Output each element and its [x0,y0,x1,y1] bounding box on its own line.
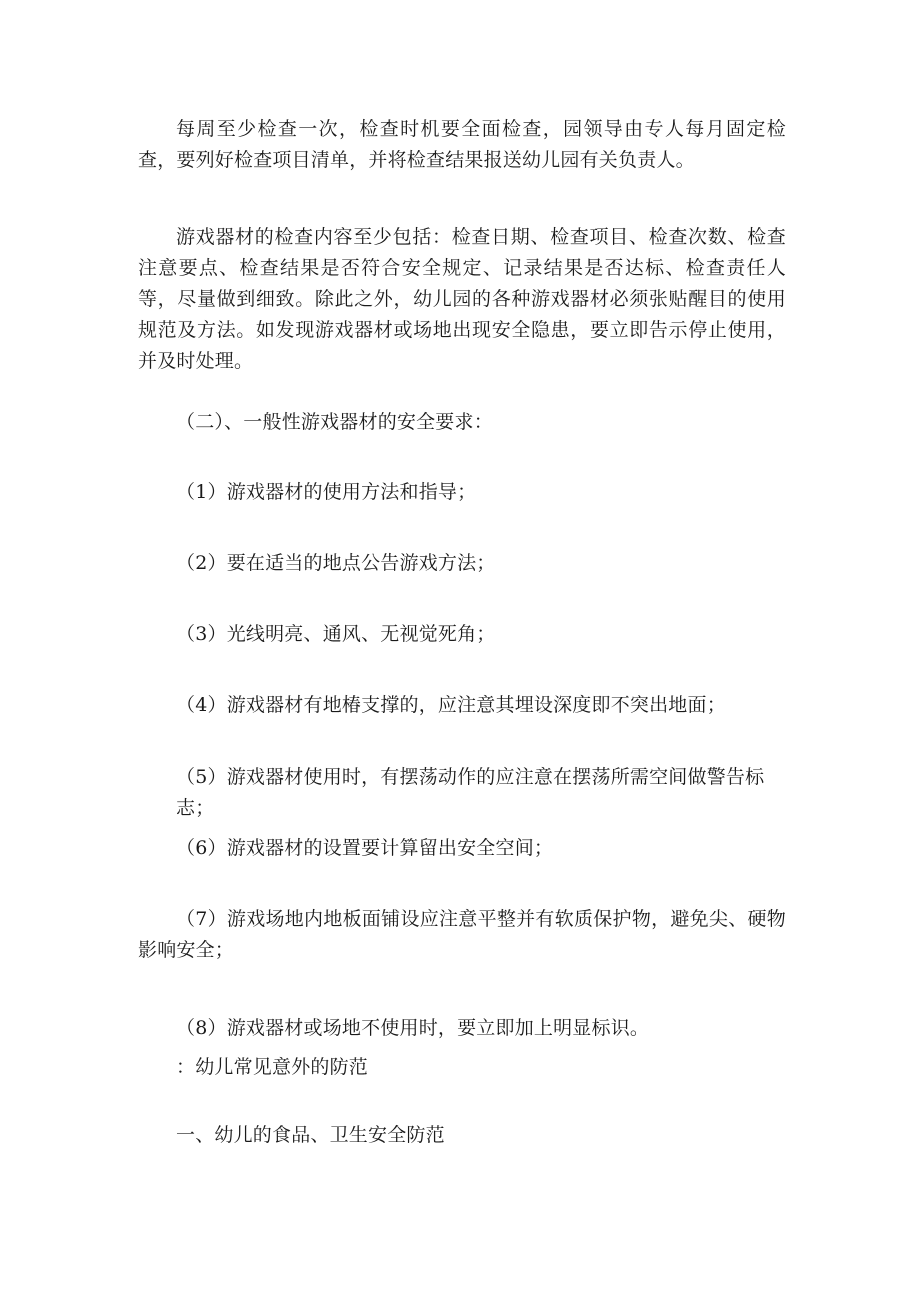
requirement-item-5: （5）游戏器材使用时，有摆荡动作的应注意在摆荡所需空间做警告标志； [176,766,765,819]
requirement-item-1: （1）游戏器材的使用方法和指导； [176,481,477,503]
requirement-item-6: （6）游戏器材的设置要计算留出安全空间； [176,837,554,859]
requirement-item-8: （8）游戏器材或场地不使用时，要立即加上明显标识。 [176,1017,650,1039]
subtitle-accident-prevention: ：幼儿常见意外的防范 [176,1056,369,1078]
paragraph-inspection-frequency: 每周至少检查一次，检查时机要全面检查，园领导由专人每月固定检查，要列好检查项目清单，并将检查结果报送幼儿园有关负责人。 [138,118,786,171]
section-heading: （二）、一般性游戏器材的安全要求： [176,411,493,433]
paragraph-inspection-content: 游戏器材的检查内容至少包括：检查日期、检查项目、检查次数、检查注意要点、检查结果是否符合安全规定、记录结果是否达标、检查责任人等，尽量做到细致。除此之外，幼儿园的各种游戏器材必须张贴醒目的使用规范及方法。如发现游戏器材或场地出现安全隐患，要立即告示停止使用，并及时处理。 [138,226,786,372]
heading-food-hygiene: 一、幼儿的食品、卫生安全防范 [176,1124,445,1146]
requirement-item-3: （3）光线明亮、通风、无视觉死角； [176,623,496,645]
requirement-item-7: （7）游戏场地内地板面铺设应注意平整并有软质保护物，避免尖、硬物影响安全； [138,908,786,961]
requirement-item-4: （4）游戏器材有地椿支撑的，应注意其埋设深度即不突出地面； [176,694,726,716]
requirement-item-2: （2）要在适当的地点公告游戏方法； [176,552,496,574]
